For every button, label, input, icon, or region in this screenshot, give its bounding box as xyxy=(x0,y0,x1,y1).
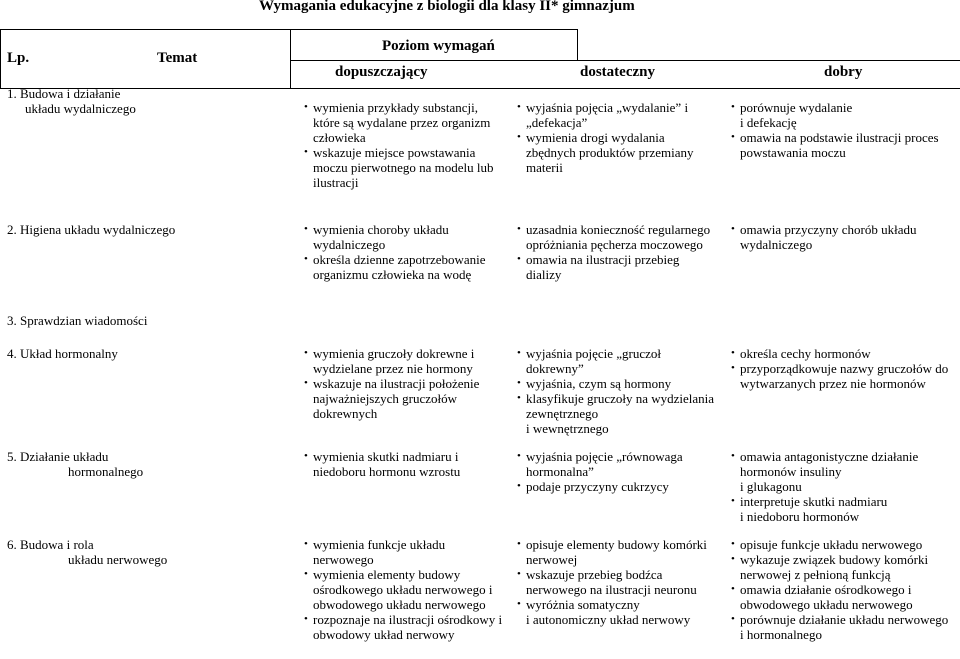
table-border-top xyxy=(0,29,578,30)
table-row-1-dopuszczajacy: • wymienia przykłady substancji, które są wydalane przez organizm człowieka • wskazuje miejsce powstawania moczu pierwotnego na modelu lub ilustracji xyxy=(304,100,494,190)
table-row-2-dobry: • omawia przyczyny chorób układu wydalniczego xyxy=(731,222,917,252)
header-lp: Lp. xyxy=(7,50,30,66)
table-row-4-temat: 4. Układ hormonalny xyxy=(7,346,118,361)
table-row-5-dostateczny: • wyjaśnia pojęcie „równowaga hormonalna” • podaje przyczyny cukrzycy xyxy=(517,449,683,494)
table-row-4-dobry: • określa cechy hormonów • przyporządkowuje nazwy gruczołów do wytwarzanych przez nie hormonów xyxy=(731,346,948,391)
table-row-6-dostateczny: • opisuje elementy budowy komórki nerwowej • wskazuje przebieg bodźca nerwowego na ilustracji neuronu • wyróżnia somatyczny i autonomiczny układ nerwowy xyxy=(517,537,707,627)
table-row-5-dopuszczajacy: • wymienia skutki nadmiaru i niedoboru hormonu wzrostu xyxy=(304,449,460,479)
table-row-2-dostateczny: • uzasadnia konieczność regularnego opróżniania pęcherza moczowego • omawia na ilustracji przebieg dializy xyxy=(517,222,710,282)
table-row-1-temat: 1. Budowa i działanie układu wydalniczego xyxy=(7,86,136,116)
table-row-4-dostateczny: • wyjaśnia pojęcie „gruczoł dokrewny” • wyjaśnia, czym są hormony • klasyfikuje gruczoły na wydzielania zewnętrznego i wewnętrznego xyxy=(517,346,714,436)
table-row-4-dopuszczajacy: • wymienia gruczoły dokrewne i wydzielane przez nie hormony • wskazuje na ilustracji położenie najważniejszych gruczołów dokrewnych xyxy=(304,346,479,421)
table-border-left xyxy=(0,29,1,89)
document-title: Wymagania edukacyjne z biologii dla klasy II* gimnazjum xyxy=(259,0,635,14)
table-row-6-temat: 6. Budowa i rola układu nerwowego xyxy=(7,537,168,567)
poziom-bottom-line xyxy=(290,60,960,61)
header-dostateczny: dostateczny xyxy=(580,64,655,80)
header-temat: Temat xyxy=(157,50,198,66)
header-dobry: dobry xyxy=(824,64,863,80)
table-row-5-temat: 5. Działanie układu hormonalnego xyxy=(7,449,144,479)
header-bottom-line xyxy=(0,88,960,89)
temat-divider-line xyxy=(290,29,291,89)
table-row-2-dopuszczajacy: • wymienia choroby układu wydalniczego • określa dzienne zapotrzebowanie organizmu człowieka na wodę xyxy=(304,222,486,282)
table-row-6-dopuszczajacy: • wymienia funkcje układu nerwowego • wymienia elementy budowy ośrodkowego układu nerwowego i obwodowego układu nerwowego • rozpoznaje na ilustracji ośrodkowy i obwodowy układ nerwowy xyxy=(304,537,502,642)
table-row-3-temat: 3. Sprawdzian wiadomości xyxy=(7,313,148,328)
table-row-2-temat: 2. Higiena układu wydalniczego xyxy=(7,222,176,237)
table-row-1-dobry: • porównuje wydalanie i defekację • omawia na podstawie ilustracji proces powstawania moczu xyxy=(731,100,939,160)
header-dopuszczajacy: dopuszczający xyxy=(335,64,428,80)
table-row-5-dobry: • omawia antagonistyczne działanie hormonów insuliny i glukagonu • interpretuje skutki nadmiaru i niedoboru hormonów xyxy=(731,449,918,524)
header-poziom-wymagan: Poziom wymagań xyxy=(382,38,495,54)
table-row-6-dobry: • opisuje funkcje układu nerwowego • wykazuje związek budowy komórki nerwowej z pełnioną funkcją • omawia działanie ośrodkowego i obwodowego układu nerwowego • porównuje działanie układu nerwowego i hormonalnego xyxy=(731,537,948,642)
table-row-1-dostateczny: • wyjaśnia pojęcia „wydalanie” i „defekacja” • wymienia drogi wydalania zbędnych produktów przemiany materii xyxy=(517,100,694,175)
poziom-right-line xyxy=(577,29,578,61)
